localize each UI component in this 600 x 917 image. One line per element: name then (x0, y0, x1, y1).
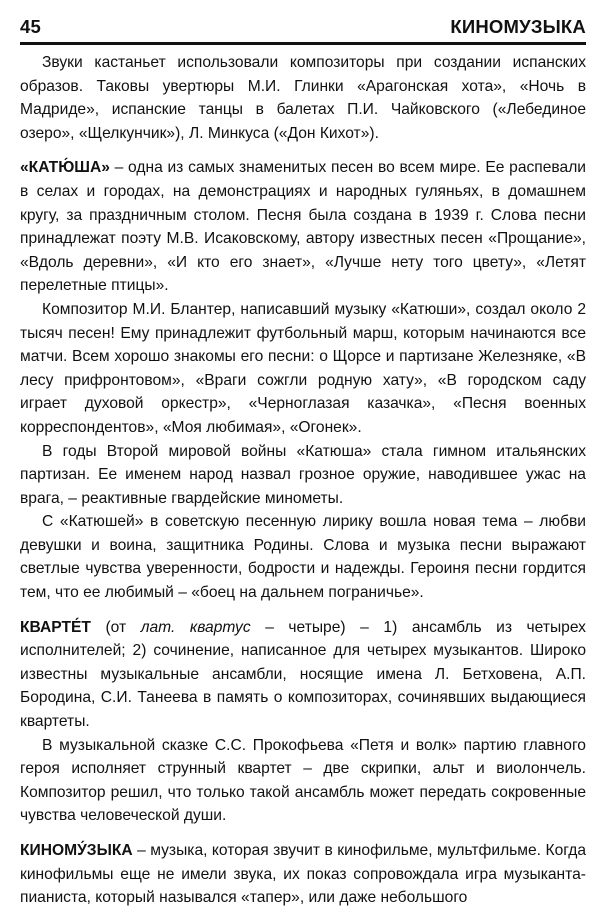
header-rule (20, 42, 586, 45)
page-number: 45 (20, 16, 41, 37)
entry-definition-katyusha: – одна из самых знаменитых песен во всем мире. Ее распевали в селах и городах, на демонстрациях и народных гуляньях, в домашнем кругу, за праздничным столом. Песня была создана в 1939 г. Слова песни принадлежат поэту М.В. Исаковскому, автору известных песен «Прощание», «Вдоль деревни», «И кто его знает», «Лучше нету того цвету», «Летят перелетные птицы». (20, 159, 586, 295)
page-header (20, 12, 586, 38)
running-head: КИНОМУЗЫКА (450, 16, 586, 37)
entry-term-kinomuzyka: КИНОМУ́ЗЫКА (20, 842, 133, 859)
entry-term-katyusha: «КАТЮ́ША» (20, 159, 110, 177)
body-text (20, 51, 586, 910)
entry-definition-kinomuzyka: – музыка, которая звучит в кинофильме, мультфильме. Когда кинофильмы еще не имели звука, их показ сопровождала игра музыканта-пианиста, который назывался «тапер», или даже небольшого (20, 842, 586, 907)
paragraph-blanter: Композитор М.И. Блантер, написавший музыку «Катюши», создал около 2 тысяч песен! Ему принадлежит футбольный марш, которым начинаются все матчи. Всем хорошо знакомы его песни: о Щорсе и партизане Железняке, «В лесу прифронтовом», «Враги сожгли родную хату», «В городском саду играет духовой оркестр», «Черноглазая казачка», «Песня военных корреспондентов», «Моя любимая», «Огонек». (20, 300, 586, 436)
etymology-open: (от (90, 618, 141, 636)
entry-katyusha (20, 156, 586, 298)
entry-kvartet (20, 616, 586, 734)
paragraph-war-years: В годы Второй мировой войны «Катюша» стала гимном итальянских партизан. Ее именем народ назвал грозное оружие, наводившее ужас на врага, – реактивные гвардейские минометы. (20, 442, 586, 507)
paragraph-castanets: Звуки кастаньет использовали композиторы при создании испанских образов. Таковы увертюры М.И. Глинки «Арагонская хота», «Ночь в Мадриде», испанские танцы в балетах П.И. Чайковского («Лебединое озеро», «Щелкунчик»), Л. Минкуса («Дон Кихот»). (20, 54, 586, 142)
etymology-close: – четыре) (250, 618, 346, 636)
entry-kinomuzyka (20, 839, 586, 910)
entry-definition-kvartet: – 1) ансамбль из четырех исполнителей; 2) сочинение, написанное для четырех музыкантов. Широко известны музыкальные ансамбли, носящие имена Л. Бетховена, А.П. Бородина, С.И. Танеева в память о композиторах, сочинявших выдающиеся квартеты. (20, 618, 586, 731)
entry-term-kvartet: КВАРТЕ́Т (20, 618, 91, 636)
etymology-latin: лат. квартус (140, 618, 251, 636)
paragraph-prokofiev: В музыкальной сказке С.С. Прокофьева «Петя и волк» партию главного героя исполняет струнный квартет – две скрипки, альт и виолончель. Композитор решил, что только такой ансамбль может передать сокровенные чувства человеческой души. (20, 736, 586, 825)
paragraph-new-theme: С «Катюшей» в советскую песенную лирику вошла новая тема – любви девушки и воина, защитника Родины. Слова и музыка песни выражают светлые чувства уверенности, бодрости и надежды. Героиня песни гордится тем, что ее любимый – «боец на дальнем пограничье». (20, 513, 586, 602)
